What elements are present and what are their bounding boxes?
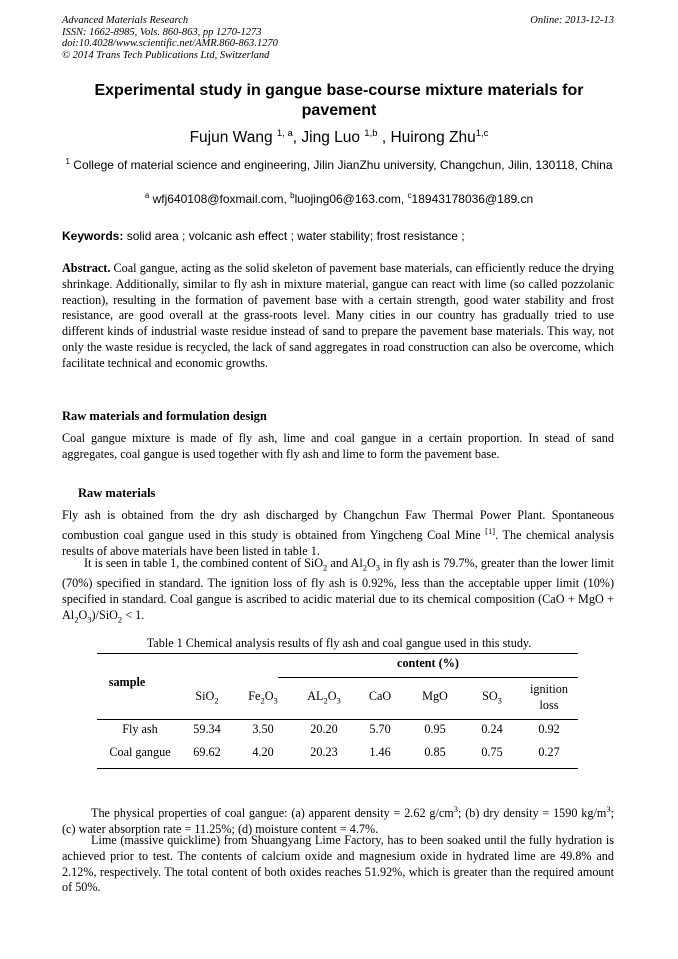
email-b[interactable]: luojing06@163.com, [294, 192, 408, 206]
citation-ref[interactable]: [1] [485, 525, 496, 536]
subscript: 2 [214, 695, 219, 706]
author-name: Huirong Zhu [390, 129, 476, 147]
subscript: 2 [323, 695, 328, 706]
table-cell: 1.46 [369, 745, 391, 759]
section-paragraph: Coal gangue mixture is made of fly ash, lime and coal gangue in a certain proportion. In stead of sand aggregates, coal gangue is used together with fly ash and lime to form the pavement base. [62, 431, 614, 461]
table-cell: 0.24 [481, 722, 503, 736]
raw-materials-paragraph-1 [62, 508, 614, 559]
lime-paragraph: Lime (massive quicklime) from Shuangyang Lime Factory, has to been soaked until the fully hydration is achieved prior to test. The contents of calcium oxide and magnesium oxide in hydrated lime are 49.8% and 2.12%, respectively. The total content of both oxides reaches 51.92%, which is greater than the required amount of 50%. [62, 833, 614, 895]
table-row-label: Fly ash [122, 722, 158, 736]
subscript: 3 [273, 695, 278, 706]
table-col-header [464, 689, 520, 707]
author-affil-mark: 1,b [364, 128, 378, 139]
paragraph-text: Fly ash is obtained from the dry ash discharged by Changchun Faw Thermal Power Plant. Spontaneous combustion coal gangue used in this study is obtained from Yingcheng Coal Mine [62, 508, 614, 542]
paragraph-text: in fly ash is 79.7%, greater than the lower limit (70%) specified in standard. The ignition loss of fly ash is 0.92%, less than the acceptable upper limit (10%) specified in standard. Coal gangue is ascribed to acidic material due to its chemical composition (CaO + MgO + Al [62, 556, 614, 622]
paragraph-text: ; (b) dry density = 1590 kg/m [458, 806, 607, 821]
keywords-label: Keywords: [62, 229, 124, 243]
table-bottom-rule [97, 768, 578, 769]
subscript: 3 [336, 695, 341, 706]
author-separator: , [292, 129, 302, 147]
paragraph-text: and Al [327, 556, 363, 570]
table-cell: 0.85 [424, 745, 446, 759]
table-caption: Table 1 Chemical analysis results of fly ash and coal gangue used in this study. [146, 636, 532, 650]
doi-line[interactable]: doi:10.4028/www.scientific.net/AMR.860-863.1270 [62, 38, 278, 49]
table-cell: 4.20 [252, 745, 274, 759]
table-cell: 20.20 [310, 722, 338, 736]
column-label: ignition [530, 682, 568, 696]
paper-title: Experimental study in gangue base-course mixture materials for pavement [94, 82, 584, 119]
abstract-text: Coal gangue, acting as the solid skeleton of pavement base materials, can efficiently reduce the drying shrinkage. Additionally, similar to fly ash in mixture material, gangue can react with lime (so called pozzolanic reaction), resulting in the formation of pavement base with a certain strength, good water stability and frost resistance, are good overall at the grass-roots level. Many cities in our country has gradually tried to use different kinds of industrial waste residue instead of sand to prepare the pavement base materials. This way, not only the waste residue is recycled, the lack of sand aggregates in road construction can also be overcome, which facilitate technical and economic growths. [62, 261, 614, 370]
subscript: 3 [375, 562, 381, 573]
subsection-heading: Raw materials [78, 486, 156, 500]
superscript: 3 [606, 804, 611, 814]
table-header-content: content (%) [397, 656, 459, 670]
column-label: SiO [195, 689, 215, 703]
paragraph-text: The physical properties of coal gangue: (a) apparent density = 2.62 g/cm [91, 806, 454, 821]
copyright-line: © 2014 Trans Tech Publications Ltd, Switzerland [62, 49, 270, 61]
abstract [62, 261, 614, 372]
column-label: loss [539, 698, 559, 712]
table-cell: 59.34 [193, 722, 221, 736]
journal-name: Advanced Materials Research [62, 15, 189, 26]
table-row-label: Coal gangue [109, 745, 171, 759]
section-heading: Raw materials and formulation design [62, 409, 267, 423]
table-cell: 0.95 [424, 722, 446, 736]
author-affil-mark: 1, a [276, 128, 293, 139]
paragraph-text: O [366, 556, 376, 570]
table-cell: 20.23 [310, 745, 338, 759]
table-cell: 0.27 [538, 745, 560, 759]
keywords [62, 229, 465, 243]
keywords-text: solid area ; volcanic ash effect ; water stability; frost resistance ; [123, 229, 465, 243]
author-separator: , [377, 129, 391, 147]
table-col-header [520, 681, 578, 713]
email-mark: b [290, 191, 295, 200]
table-col-header: CaO [368, 689, 392, 703]
table-cell: 69.62 [193, 745, 221, 759]
superscript: 3 [453, 804, 458, 814]
table-header-sample: sample [108, 675, 146, 689]
column-label: O [264, 689, 274, 703]
subscript: 2 [362, 562, 367, 573]
subscript: 3 [497, 695, 502, 706]
email-c[interactable]: 18943178036@189.cn [411, 192, 534, 206]
email-a[interactable]: wfj640108@foxmail.com, [149, 192, 291, 206]
table-header-rule [97, 719, 578, 720]
column-label: O [327, 689, 337, 703]
subscript: 2 [260, 695, 265, 706]
issn-line: ISSN: 1662-8985, Vols. 860-863, pp 1270-1273 [62, 26, 262, 38]
author-list [62, 128, 616, 147]
subscript: 2 [323, 562, 328, 573]
paragraph-text: . The chemical analysis results of above materials have been listed in table 1. [62, 527, 614, 558]
table-col-header: MgO [422, 689, 448, 703]
table-cell: 3.50 [252, 722, 274, 736]
email-mark: a [144, 191, 150, 200]
paragraph-text: O [78, 607, 88, 622]
affiliation-text: College of material science and engineering, Jilin JianZhu university, Changchun, Jilin, 130118, China [69, 158, 613, 172]
table-mid-rule [278, 677, 578, 678]
paragraph-text: It is seen in table 1, the combined content of SiO [84, 556, 324, 570]
table-col-header [235, 689, 291, 707]
author-name: Jing Luo [301, 129, 365, 147]
email-list [62, 191, 616, 206]
affiliation-mark: 1 [65, 157, 70, 166]
column-label: Fe [248, 689, 261, 703]
table-cell: 5.70 [369, 722, 391, 736]
table-col-header [293, 689, 355, 707]
paragraph-text: ; (c) water absorption rate = 11.25%; (d) moisture content = 4.7%. [62, 806, 614, 836]
raw-materials-paragraph-2 [62, 556, 614, 628]
table-cell: 0.92 [538, 722, 560, 736]
affiliation [62, 154, 616, 173]
subscript: 3 [87, 614, 92, 625]
abstract-label: Abstract. [62, 261, 111, 275]
author-affil-mark: 1,c [475, 128, 489, 139]
paragraph-text: )/SiO [91, 607, 118, 622]
author-name: Fujun Wang [189, 129, 277, 147]
online-date: Online: 2013-12-13 [530, 15, 614, 26]
table-top-rule [97, 653, 578, 654]
paragraph-text: < 1. [122, 607, 145, 622]
table-col-header [179, 689, 235, 707]
journal-header [62, 15, 278, 61]
column-label: AL [307, 689, 324, 703]
subscript: 2 [117, 614, 123, 625]
column-label: SO [482, 689, 498, 703]
subscript: 2 [74, 614, 79, 625]
table-cell: 0.75 [481, 745, 503, 759]
email-mark: c [407, 191, 412, 200]
